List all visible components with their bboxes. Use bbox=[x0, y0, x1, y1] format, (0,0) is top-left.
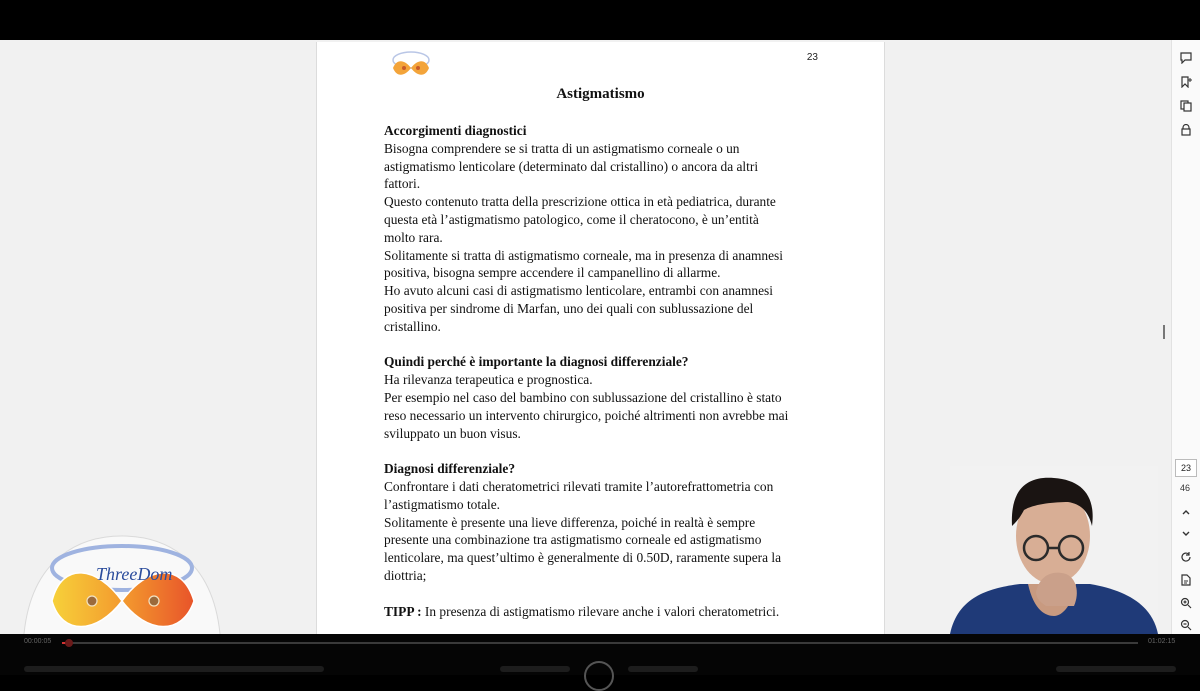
body-text-line: fattori. bbox=[384, 176, 421, 192]
play-pause-button[interactable] bbox=[584, 661, 614, 691]
body-text-line: Confrontare i dati cheratometrici rilevati tramite l’autorefrattometria con bbox=[384, 478, 774, 494]
total-pages: 46 bbox=[1179, 483, 1190, 493]
scrollbar-thumb[interactable] bbox=[1163, 325, 1165, 339]
bookmark-icon[interactable] bbox=[1178, 74, 1194, 90]
body-text-line: sviluppato un buon visus. bbox=[384, 425, 521, 441]
document-body bbox=[384, 122, 824, 620]
document-title: Astigmatismo bbox=[556, 86, 645, 102]
body-text-line: questa età l’astigmatismo patologico, come il cheratocono, è un’entità bbox=[384, 211, 759, 227]
logo-text: ThreeDom bbox=[96, 564, 173, 584]
rotate-icon[interactable] bbox=[1178, 549, 1194, 565]
copy-icon[interactable] bbox=[1178, 98, 1194, 114]
body-text-line: reso necessario un intervento chirurgico, poiché altrimenti non avrebbe mai bbox=[384, 407, 789, 423]
paragraph-gap bbox=[384, 585, 824, 603]
body-text-line: Solitamente è presente una lieve differenza, poiché in realtà è sempre bbox=[384, 514, 756, 530]
video-player-controls bbox=[0, 634, 1200, 675]
body-text-line: Ho avuto alcuni casi di astigmatismo lenticolare, entrambi con anamnesi bbox=[384, 283, 773, 299]
tip-label: TIPP : bbox=[384, 603, 422, 619]
threedom-logo-icon bbox=[22, 506, 222, 636]
time-total: 01:02:15 bbox=[1148, 638, 1176, 645]
body-text-line: Solitamente si tratta di astigmatismo corneale, ma in presenza di anamnesi bbox=[384, 247, 783, 263]
body-text-line: Ha rilevanza terapeutica e prognostica. bbox=[384, 372, 593, 388]
time-elapsed: 00:00:05 bbox=[24, 638, 52, 645]
control-bar-placeholder bbox=[1056, 666, 1176, 672]
zoom-out-icon[interactable] bbox=[1178, 617, 1194, 633]
tip-line bbox=[384, 603, 824, 621]
section-heading: Diagnosi differenziale? bbox=[384, 461, 516, 477]
body-text-line: l’astigmatismo totale. bbox=[384, 496, 501, 512]
webcam-overlay bbox=[950, 466, 1158, 634]
lock-icon[interactable] bbox=[1178, 122, 1194, 138]
body-text-line: astigmatismo lenticolare (determinato dal cristallino) o ancora da altri bbox=[384, 158, 759, 174]
control-bar-placeholder bbox=[500, 666, 570, 672]
body-text-line: Per esempio nel caso del bambino con sublussazione del cristallino è stato bbox=[384, 389, 782, 405]
body-text-line: Bisogna comprendere se si tratta di un astigmatismo corneale o un bbox=[384, 140, 740, 156]
body-text-line: lenticolare, ma quest’ultimo è generalmente di 0.50D, raramente supera la bbox=[384, 550, 782, 566]
document-page bbox=[316, 42, 885, 634]
body-text-line: presente una combinazione tra astigmatismo corneale ed astigmatismo bbox=[384, 532, 762, 548]
chevron-down-icon[interactable] bbox=[1178, 526, 1194, 542]
current-page-input[interactable]: 23 bbox=[1175, 459, 1197, 477]
control-bar-placeholder bbox=[24, 666, 324, 672]
tip-text: In presenza di astigmatismo rilevare anche i valori cheratometrici. bbox=[421, 603, 780, 619]
paragraph-gap bbox=[384, 442, 824, 460]
body-text-line: Questo contenuto tratta della prescrizione ottica in età pediatrica, durante bbox=[384, 194, 776, 210]
body-text-line: molto rara. bbox=[384, 229, 443, 245]
section-heading: Quindi perché è importante la diagnosi differenziale? bbox=[384, 354, 689, 370]
right-toolbar bbox=[1171, 40, 1200, 634]
body-text-line: positiva, bisogna sempre accendere il campanellino di allarme. bbox=[384, 265, 721, 281]
section-heading: Accorgimenti diagnostici bbox=[384, 123, 527, 138]
body-text-line: cristallino. bbox=[384, 318, 441, 334]
page-number: 23 bbox=[806, 52, 818, 63]
chevron-up-icon[interactable] bbox=[1178, 504, 1194, 520]
body-text-line: positiva per sindrome di Marfan, uno dei quali con sublussazione del bbox=[384, 300, 754, 316]
control-bar-placeholder bbox=[628, 666, 698, 672]
fit-page-icon[interactable] bbox=[1178, 572, 1194, 588]
paragraph-gap bbox=[384, 336, 824, 354]
body-text-line: diottria; bbox=[384, 567, 427, 583]
zoom-in-icon[interactable] bbox=[1178, 595, 1194, 611]
progress-handle[interactable] bbox=[65, 639, 73, 647]
comment-icon[interactable] bbox=[1178, 50, 1194, 66]
progress-track[interactable] bbox=[62, 642, 1138, 644]
page-logo-icon bbox=[389, 50, 433, 78]
letterbox-top bbox=[0, 0, 1200, 40]
